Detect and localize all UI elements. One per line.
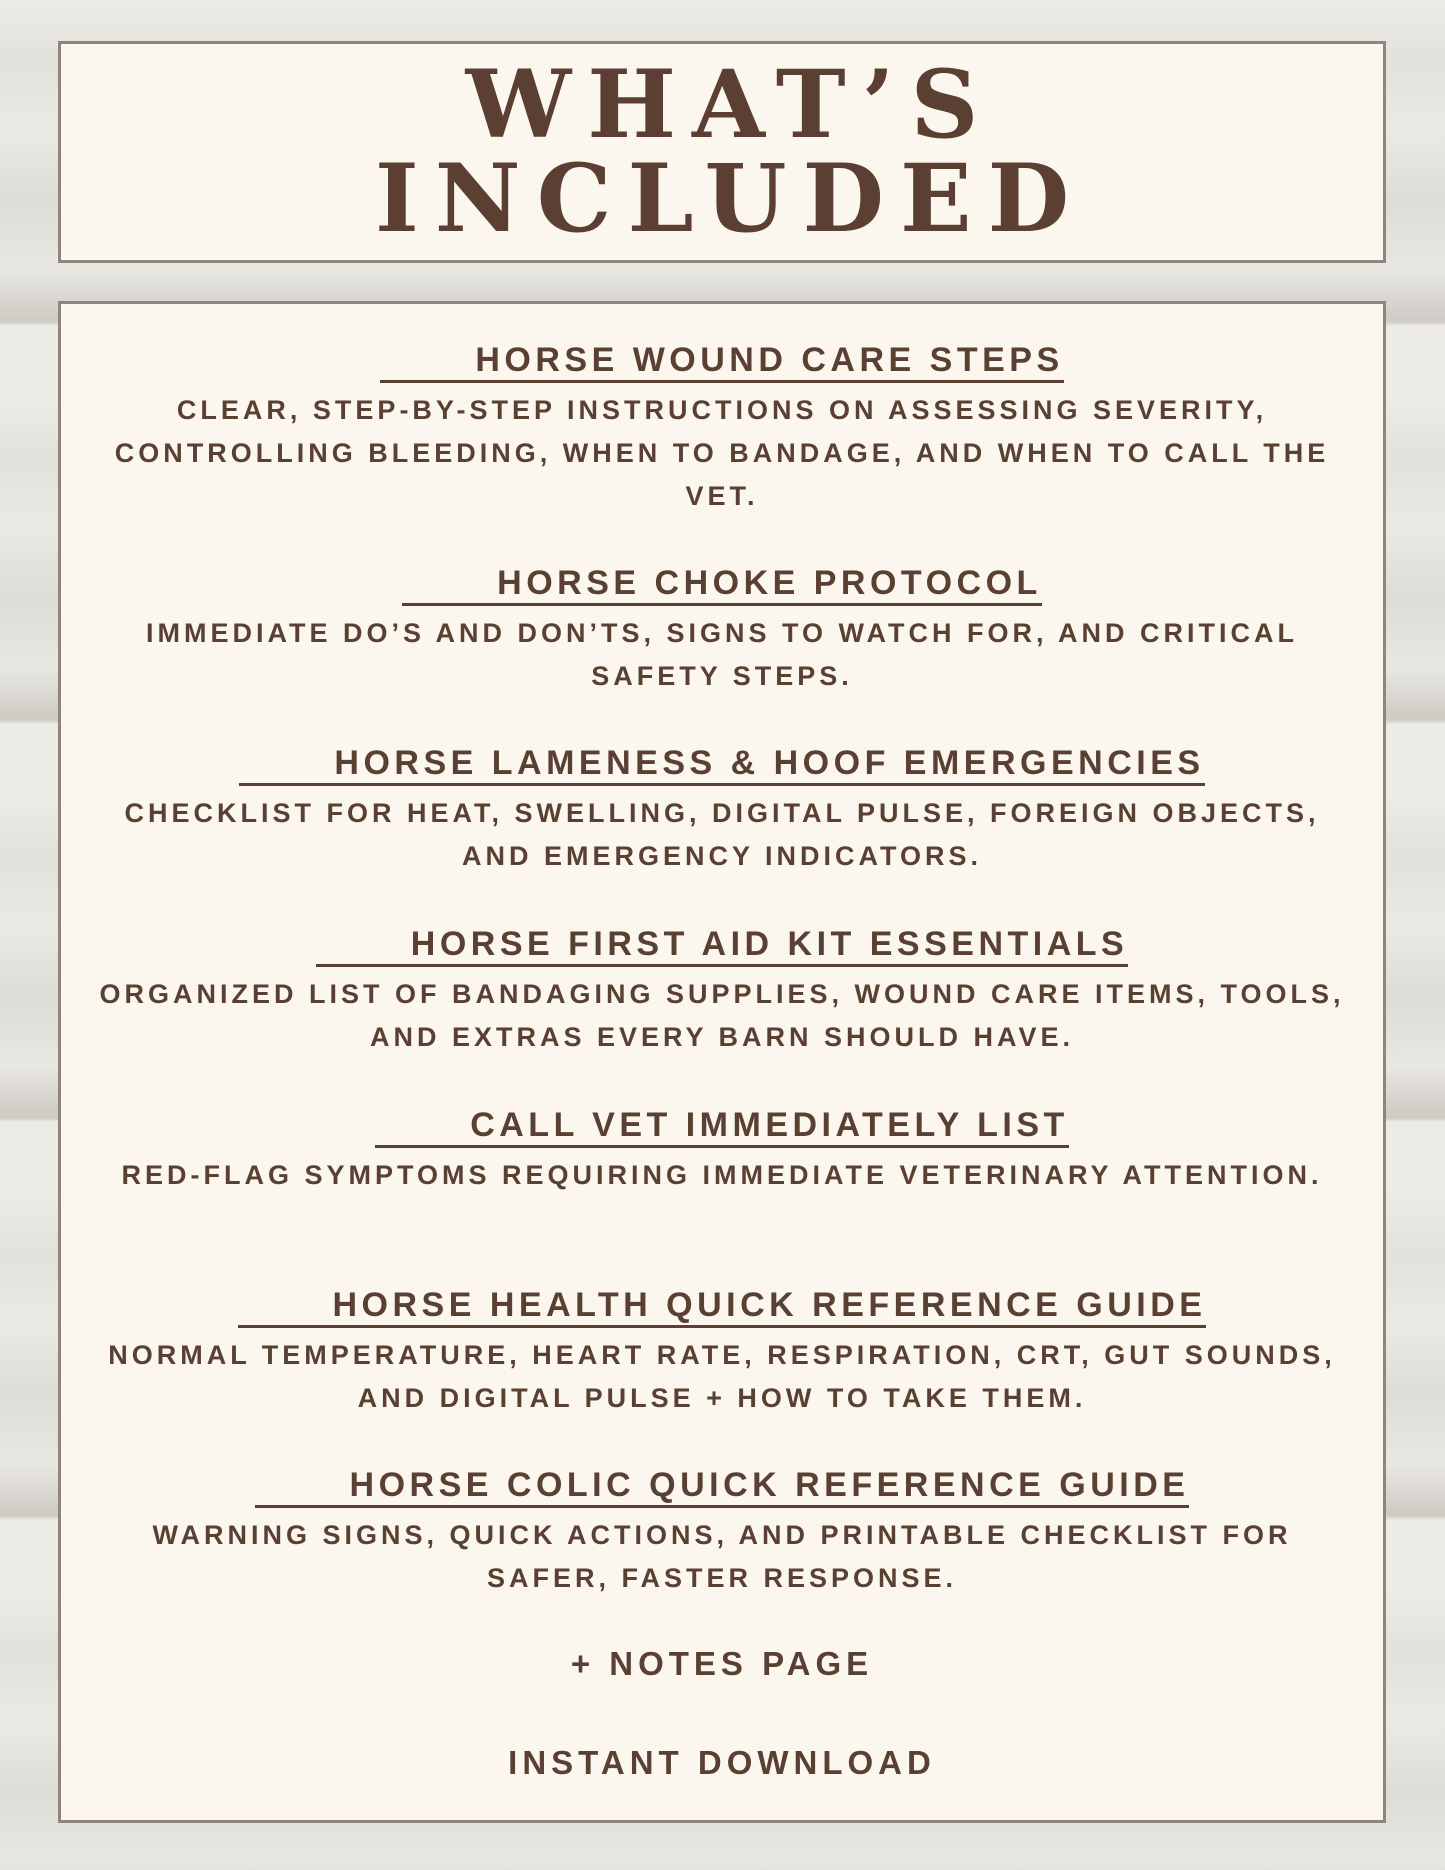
section-lameness-hoof [61, 743, 1383, 878]
section-title: HORSE WOUND CARE STEPS [380, 340, 1063, 383]
section-colic-reference [61, 1465, 1383, 1600]
notes-page-label: + NOTES PAGE [570, 1645, 874, 1682]
section-description: CHECKLIST FOR HEAT, SWELLING, DIGITAL PULSE, FOREIGN OBJECTS, AND EMERGENCY INDICATORS. [124, 798, 1320, 871]
section-title: HORSE LAMENESS & HOOF EMERGENCIES [239, 743, 1204, 786]
section-choke-protocol [61, 563, 1383, 698]
section-title: CALL VET IMMEDIATELY LIST [375, 1105, 1069, 1148]
section-title: HORSE FIRST AID KIT ESSENTIALS [316, 924, 1128, 967]
page-title-line-1: WHAT’S [465, 50, 995, 160]
section-description: RED-FLAG SYMPTOMS REQUIRING IMMEDIATE VETERINARY ATTENTION. [121, 1160, 1323, 1190]
section-wound-care [61, 340, 1383, 518]
section-title: HORSE HEALTH QUICK REFERENCE GUIDE [238, 1285, 1207, 1328]
section-description: NORMAL TEMPERATURE, HEART RATE, RESPIRATION, CRT, GUT SOUNDS, AND DIGITAL PULSE + HOW TO TAKE THEM. [108, 1340, 1336, 1413]
instant-download-label: INSTANT DOWNLOAD [508, 1744, 936, 1781]
page-title-line-2: INCLUDED [374, 144, 1086, 254]
section-description: CLEAR, STEP-BY-STEP INSTRUCTIONS ON ASSESSING SEVERITY, CONTROLLING BLEEDING, WHEN TO BANDAGE, AND WHEN TO CALL THE VET. [114, 395, 1330, 511]
section-description: ORGANIZED LIST OF BANDAGING SUPPLIES, WOUND CARE ITEMS, TOOLS, AND EXTRAS EVERY BARN SHOULD HAVE. [99, 979, 1345, 1052]
contents-panel [58, 301, 1386, 1823]
section-first-aid-kit [61, 924, 1383, 1059]
section-description: WARNING SIGNS, QUICK ACTIONS, AND PRINTABLE CHECKLIST FOR SAFER, FASTER RESPONSE. [152, 1520, 1292, 1593]
section-health-reference [61, 1285, 1383, 1420]
section-description: IMMEDIATE DO’S AND DON’TS, SIGNS TO WATCH FOR, AND CRITICAL SAFETY STEPS. [146, 618, 1298, 691]
section-call-vet [61, 1105, 1383, 1197]
section-title: HORSE CHOKE PROTOCOL [402, 563, 1042, 606]
section-title: HORSE COLIC QUICK REFERENCE GUIDE [255, 1465, 1190, 1508]
title-banner [58, 41, 1386, 263]
